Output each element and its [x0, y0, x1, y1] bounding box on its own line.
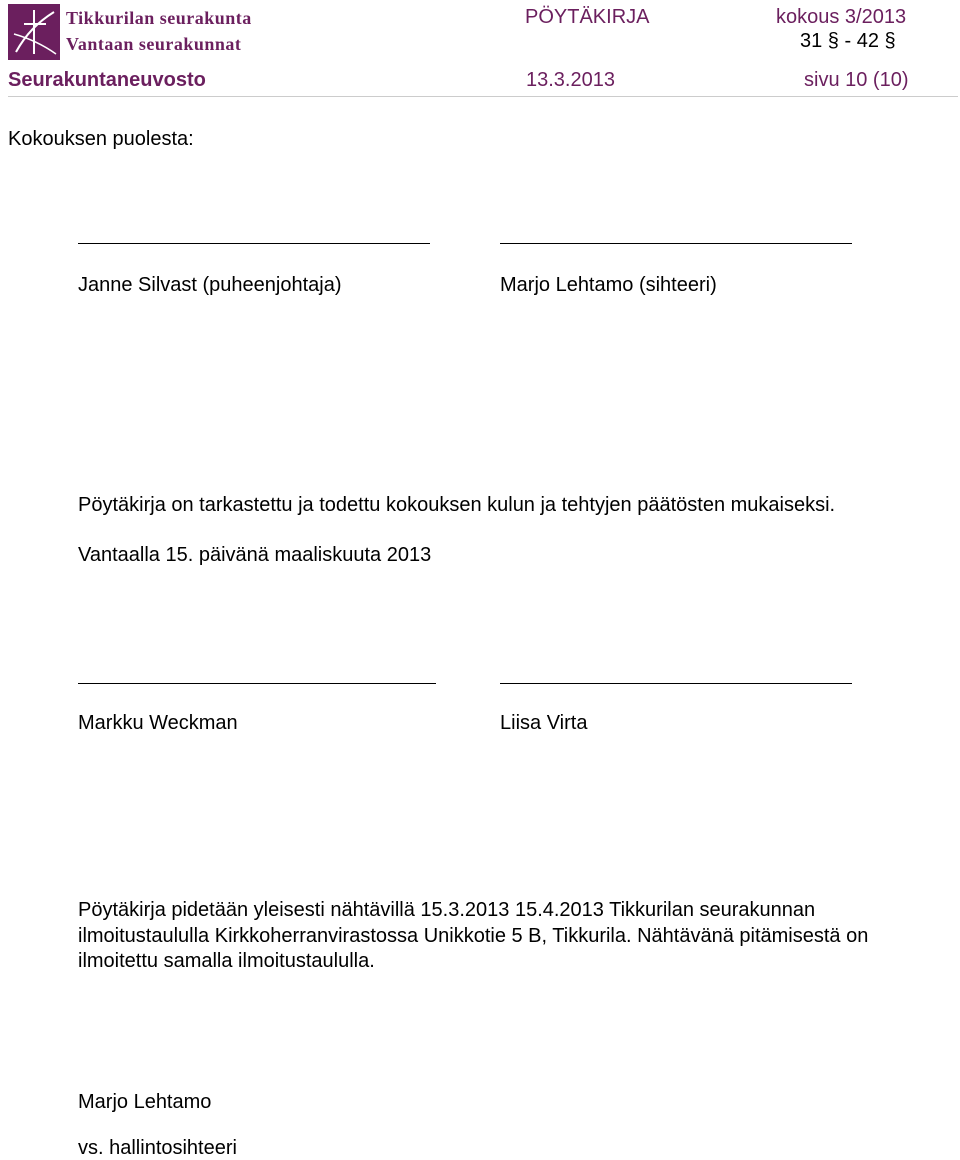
page-number: sivu 10 (10): [804, 69, 909, 91]
review-place-date: Vantaalla 15. päivänä maaliskuuta 2013: [78, 544, 432, 566]
church-logo-icon: [8, 4, 60, 60]
chair-signature-line: [78, 243, 430, 244]
meeting-date: 13.3.2013: [526, 69, 615, 91]
secretary-signature-line: [500, 243, 852, 244]
council-name: Seurakuntaneuvosto: [8, 69, 206, 91]
signer-title: vs. hallintosihteeri: [78, 1137, 237, 1159]
organization-group: Vantaan seurakunnat: [66, 34, 242, 54]
document-type: PÖYTÄKIRJA: [525, 6, 650, 28]
secretary-name: Marjo Lehtamo (sihteeri): [500, 274, 717, 296]
organization-name: Tikkurilan seurakunta: [66, 8, 252, 28]
reviewer1-name: Markku Weckman: [78, 712, 238, 734]
signer-name: Marjo Lehtamo: [78, 1091, 212, 1113]
meeting-number: kokous 3/2013: [776, 6, 907, 28]
review-statement: Pöytäkirja on tarkastettu ja todettu kokouksen kulun ja tehtyjen päätösten mukaiseksi.: [78, 494, 836, 516]
reviewer2-name: Liisa Virta: [500, 712, 588, 734]
public-notice: Pöytäkirja pidetään yleisesti nähtävillä 15.3.2013 15.4.2013 Tikkurilan seurakunnan ilmoitustaululla Kirkkoherranvirastossa Unikkotie 5 B, Tikkurila. Nähtävänä pitämisestä on ilmoitettu samalla ilmoitustaululla.: [78, 899, 869, 972]
reviewer1-signature-line: [78, 683, 436, 684]
reviewer2-signature-line: [500, 683, 852, 684]
header-divider: [8, 96, 958, 97]
section-range: 31 § - 42 §: [800, 30, 896, 52]
chair-name: Janne Silvast (puheenjohtaja): [78, 274, 342, 296]
signing-intro: Kokouksen puolesta:: [8, 128, 194, 150]
